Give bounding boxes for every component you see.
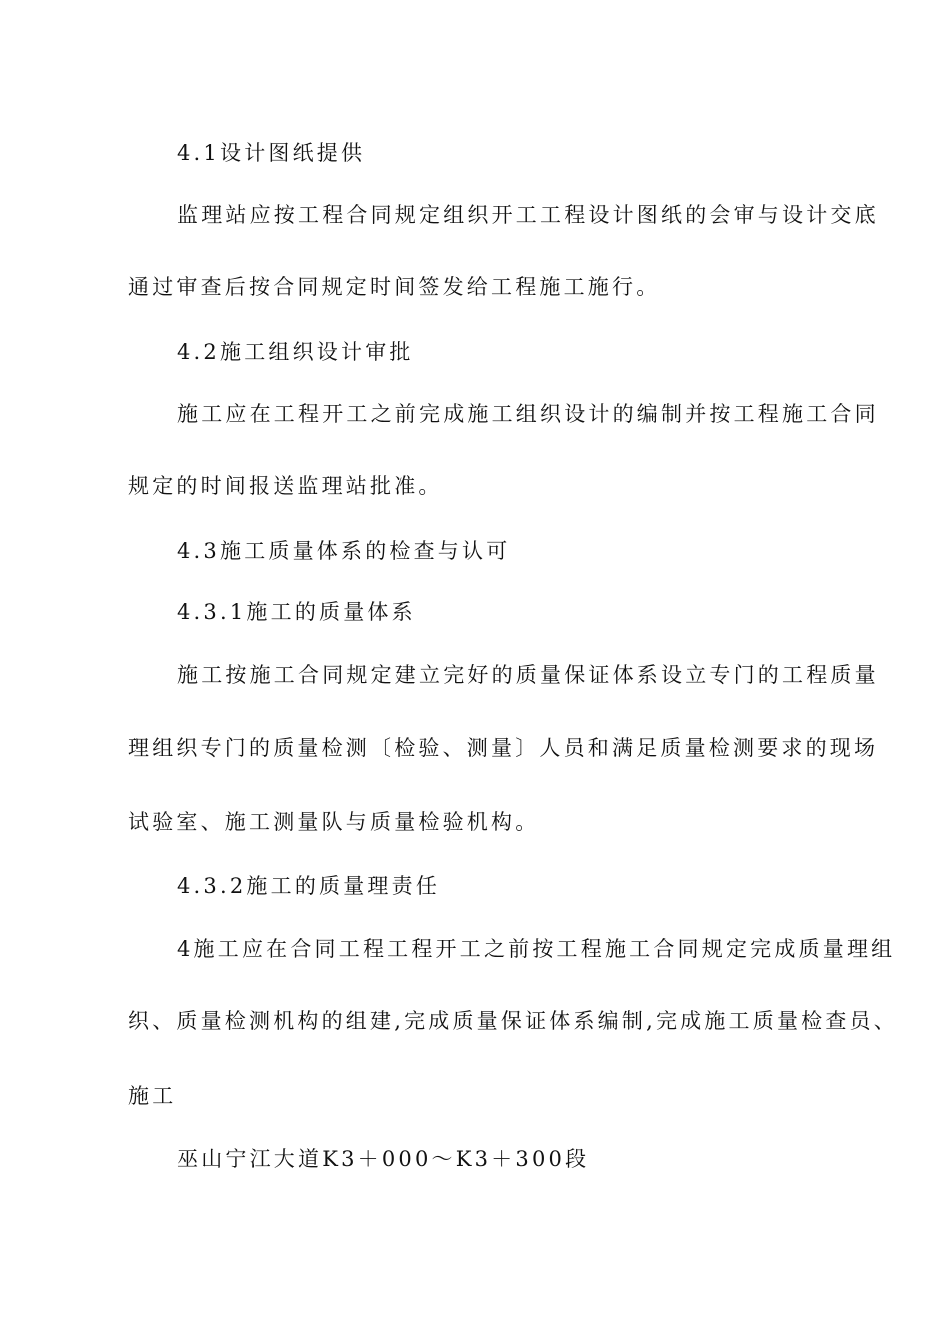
paragraph-line: 4施工应在合同工程工程开工之前按工程施工合同规定完成质量理组: [177, 937, 896, 961]
section-heading-4-2: 4.2施工组织设计审批: [177, 340, 414, 364]
section-heading-4-1: 4.1设计图纸提供: [177, 141, 366, 165]
page-footer-note: 巫山宁江大道K3＋000～K3＋300段: [177, 1147, 590, 1171]
paragraph-line: 理组织专门的质量检测〔检验、测量〕人员和满足质量检测要求的现场: [128, 736, 879, 760]
paragraph-line: 监理站应按工程合同规定组织开工工程设计图纸的会审与设计交底: [177, 203, 879, 227]
paragraph-line: 试验室、施工测量队与质量检验机构。: [128, 810, 540, 834]
paragraph-line: 施工: [128, 1084, 177, 1108]
paragraph-line: 施工应在工程开工之前完成施工组织设计的编制并按工程施工合同: [177, 402, 879, 426]
section-heading-4-3: 4.3施工质量体系的检查与认可: [177, 539, 511, 563]
paragraph-line: 规定的时间报送监理站批准。: [128, 474, 443, 498]
section-heading-4-3-1: 4.3.1施工的质量体系: [177, 600, 416, 624]
paragraph-line: 施工按施工合同规定建立完好的质量保证体系设立专门的工程质量: [177, 663, 879, 687]
section-heading-4-3-2: 4.3.2施工的质量理责任: [177, 874, 441, 898]
paragraph-line: 通过审查后按合同规定时间签发给工程施工施行。: [128, 275, 661, 299]
paragraph-line: 织、质量检测机构的组建,完成质量保证体系编制,完成施工质量检查员、: [128, 1009, 898, 1033]
